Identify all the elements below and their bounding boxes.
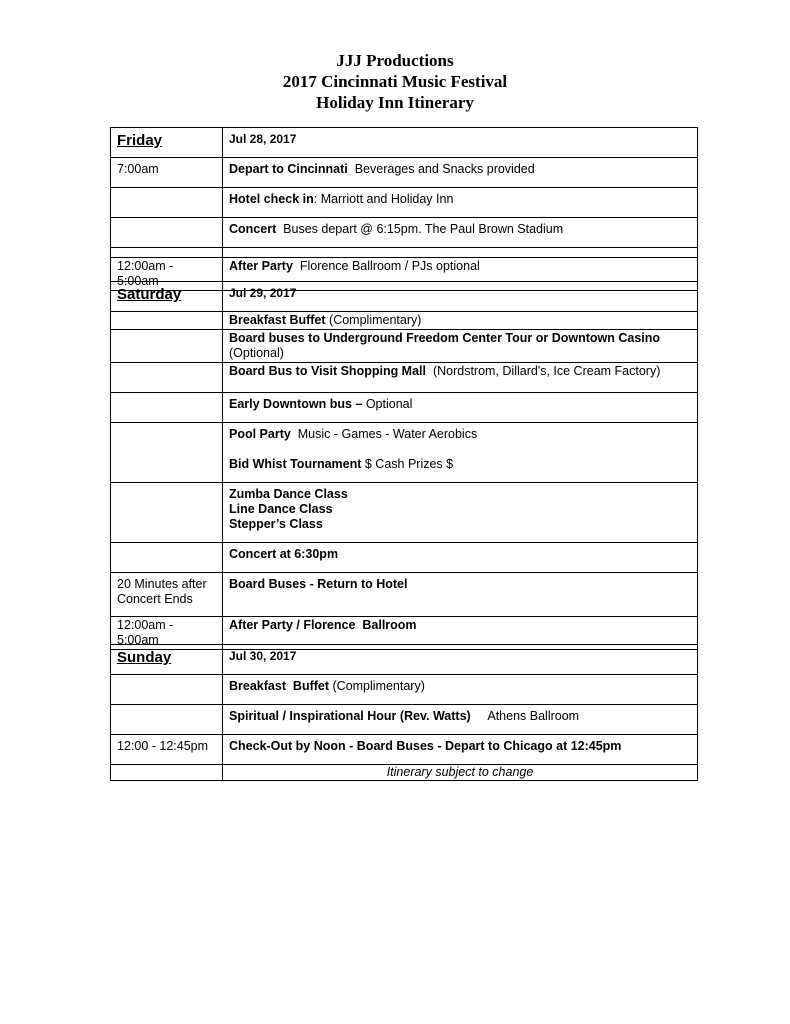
event-cell: Board Buses - Return to Hotel xyxy=(223,573,698,617)
event-cell: After Party / Florence Ballroom xyxy=(223,617,698,650)
event-cell: Pool Party Music - Games - Water Aerobics Bid Whist Tournament $ Cash Prizes $ xyxy=(223,423,698,483)
date-sunday: Jul 30, 2017 xyxy=(223,645,698,675)
time-cell xyxy=(111,423,223,483)
title-event: 2017 Cincinnati Music Festival xyxy=(282,72,508,91)
event-cell: Hotel check in: Marriott and Holiday Inn xyxy=(223,188,698,218)
date-saturday: Jul 29, 2017 xyxy=(223,282,698,312)
event-cell: Board buses to Underground Freedom Center Tour or Downtown Casino (Optional) xyxy=(223,330,698,363)
time-cell xyxy=(111,188,223,218)
event-cell: Breakfast Buffet (Complimentary) xyxy=(223,675,698,705)
time-cell xyxy=(111,483,223,543)
footnote: Itinerary subject to change xyxy=(223,765,698,781)
time-cell xyxy=(111,363,223,393)
title-company: JJJ Productions xyxy=(336,51,454,70)
event-cell: Breakfast Buffet (Complimentary) xyxy=(223,312,698,330)
time-cell: 7:00am xyxy=(111,158,223,188)
event-cell: Concert at 6:30pm xyxy=(223,543,698,573)
saturday-table xyxy=(110,281,698,650)
time-cell: 12:00am - 5:00am xyxy=(111,258,223,291)
friday-table xyxy=(110,127,698,291)
event-cell: Board Bus to Visit Shopping Mall (Nordstrom, Dillard's, Ice Cream Factory) xyxy=(223,363,698,393)
time-cell xyxy=(111,312,223,330)
time-cell xyxy=(111,543,223,573)
time-cell: 12:00am - 5:00am xyxy=(111,617,223,650)
event-cell: Zumba Dance Class Line Dance Class Stepper’s Class xyxy=(223,483,698,543)
time-cell: 12:00 - 12:45pm xyxy=(111,735,223,765)
time-cell xyxy=(111,393,223,423)
event-cell: Depart to Cincinnati Beverages and Snacks provided xyxy=(223,158,698,188)
event-cell xyxy=(223,248,698,258)
time-cell: 20 Minutes after Concert Ends xyxy=(111,573,223,617)
day-label-friday: Friday xyxy=(111,128,223,158)
sunday-table xyxy=(110,644,698,781)
document-title xyxy=(0,50,790,113)
time-cell xyxy=(111,248,223,258)
event-cell: Check-Out by Noon - Board Buses - Depart to Chicago at 12:45pm xyxy=(223,735,698,765)
event-cell: Spiritual / Inspirational Hour (Rev. Watts) Athens Ballroom xyxy=(223,705,698,735)
time-cell xyxy=(111,330,223,363)
day-label-sunday: Sunday xyxy=(111,645,223,675)
day-label-saturday: Saturday xyxy=(111,282,223,312)
time-cell xyxy=(111,765,223,781)
time-cell xyxy=(111,675,223,705)
date-friday: Jul 28, 2017 xyxy=(223,128,698,158)
event-cell: After Party Florence Ballroom / PJs optional xyxy=(223,258,698,291)
event-cell: Concert Buses depart @ 6:15pm. The Paul Brown Stadium xyxy=(223,218,698,248)
event-cell: Early Downtown bus – Optional xyxy=(223,393,698,423)
time-cell xyxy=(111,705,223,735)
title-itinerary: Holiday Inn Itinerary xyxy=(316,93,474,112)
time-cell xyxy=(111,218,223,248)
